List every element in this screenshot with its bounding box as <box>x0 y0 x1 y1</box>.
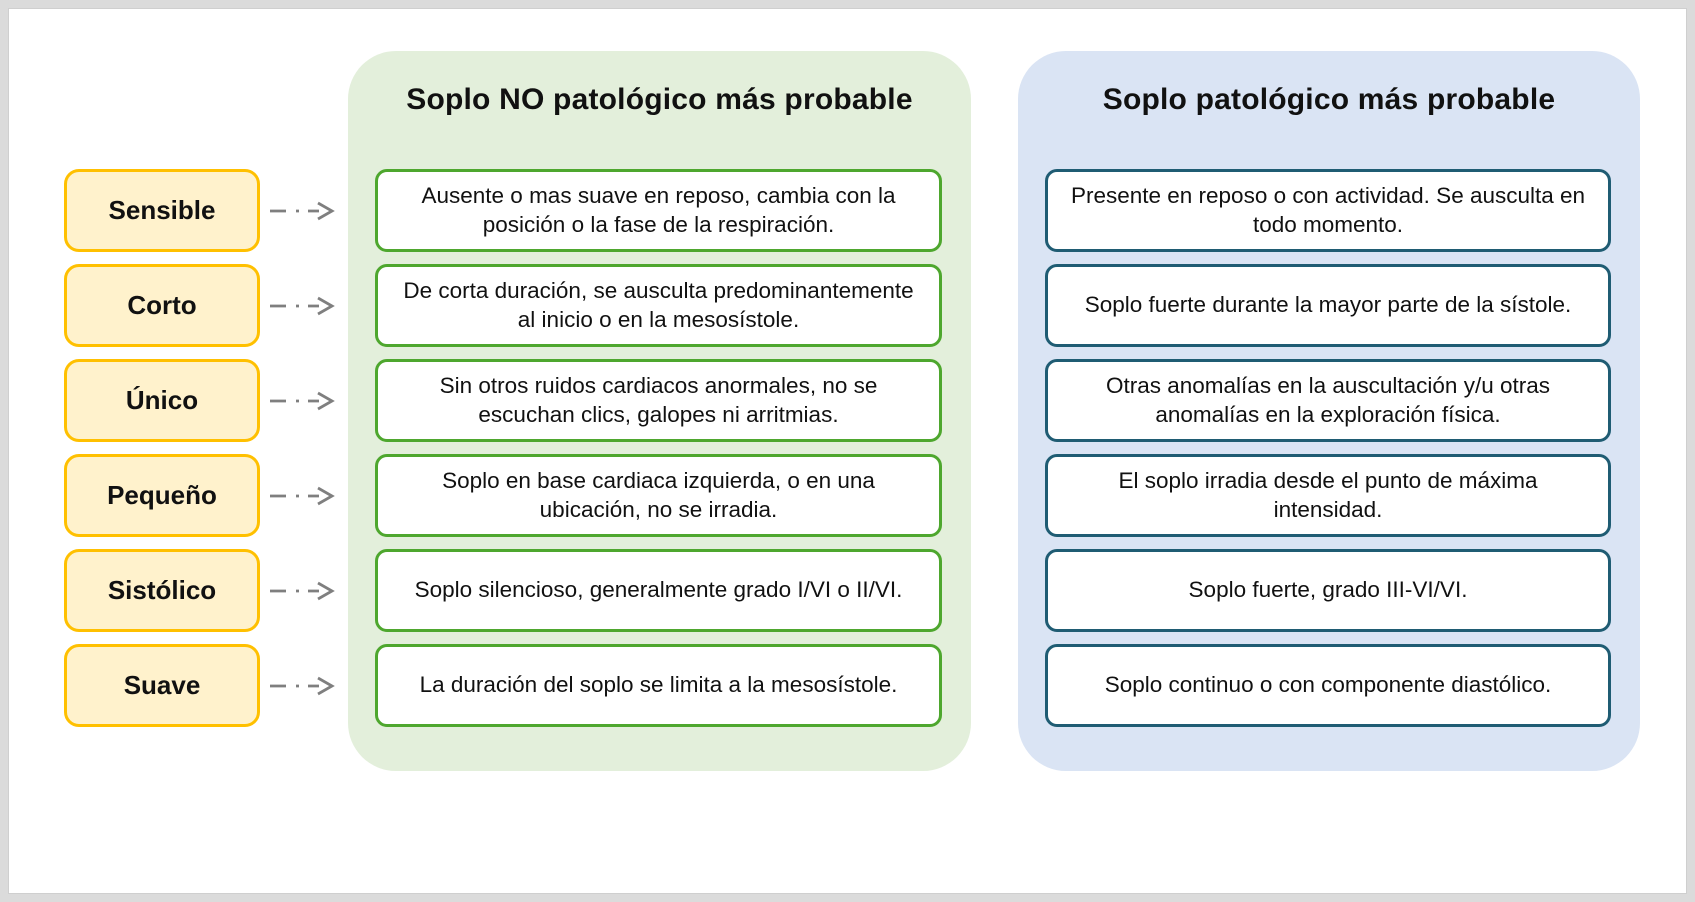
nonpathologic-card-suave: La duración del soplo se limita a la mesosístole. <box>375 644 942 727</box>
pathologic-panel-title: Soplo patológico más probable <box>1102 83 1556 116</box>
pathologic-card-corto: Soplo fuerte durante la mayor parte de la sístole. <box>1045 264 1611 347</box>
dashed-arrow-icon <box>267 198 339 224</box>
tag-unico: Único <box>64 359 260 442</box>
tag-pequeno: Pequeño <box>64 454 260 537</box>
dashed-arrow-icon <box>267 673 339 699</box>
nonpathologic-card-corto: De corta duración, se ausculta predominantemente al inicio o en la mesosístole. <box>375 264 942 347</box>
nonpathologic-card-pequeno: Soplo en base cardiaca izquierda, o en una ubicación, no se irradia. <box>375 454 942 537</box>
tag-suave: Suave <box>64 644 260 727</box>
nonpathologic-card-sensible: Ausente o mas suave en reposo, cambia con la posición o la fase de la respiración. <box>375 169 942 252</box>
pathologic-card-suave: Soplo continuo o con componente diastólico. <box>1045 644 1611 727</box>
nonpathologic-panel-title: Soplo NO patológico más probable <box>406 83 913 116</box>
dashed-arrow-icon <box>267 293 339 319</box>
pathologic-card-unico: Otras anomalías en la auscultación y/u otras anomalías en la exploración física. <box>1045 359 1611 442</box>
nonpathologic-card-unico: Sin otros ruidos cardiacos anormales, no se escuchan clics, galopes ni arritmias. <box>375 359 942 442</box>
pathologic-panel <box>1018 51 1640 771</box>
tag-sistolico: Sistólico <box>64 549 260 632</box>
nonpathologic-card-sistolico: Soplo silencioso, generalmente grado I/VI o II/VI. <box>375 549 942 632</box>
page-background <box>8 8 1687 894</box>
dashed-arrow-icon <box>267 388 339 414</box>
dashed-arrow-icon <box>267 483 339 509</box>
pathologic-card-sensible: Presente en reposo o con actividad. Se ausculta en todo momento. <box>1045 169 1611 252</box>
tag-sensible: Sensible <box>64 169 260 252</box>
pathologic-card-sistolico: Soplo fuerte, grado III-VI/VI. <box>1045 549 1611 632</box>
pathologic-card-pequeno: El soplo irradia desde el punto de máxima intensidad. <box>1045 454 1611 537</box>
dashed-arrow-icon <box>267 578 339 604</box>
tag-corto: Corto <box>64 264 260 347</box>
nonpathologic-panel <box>348 51 971 771</box>
